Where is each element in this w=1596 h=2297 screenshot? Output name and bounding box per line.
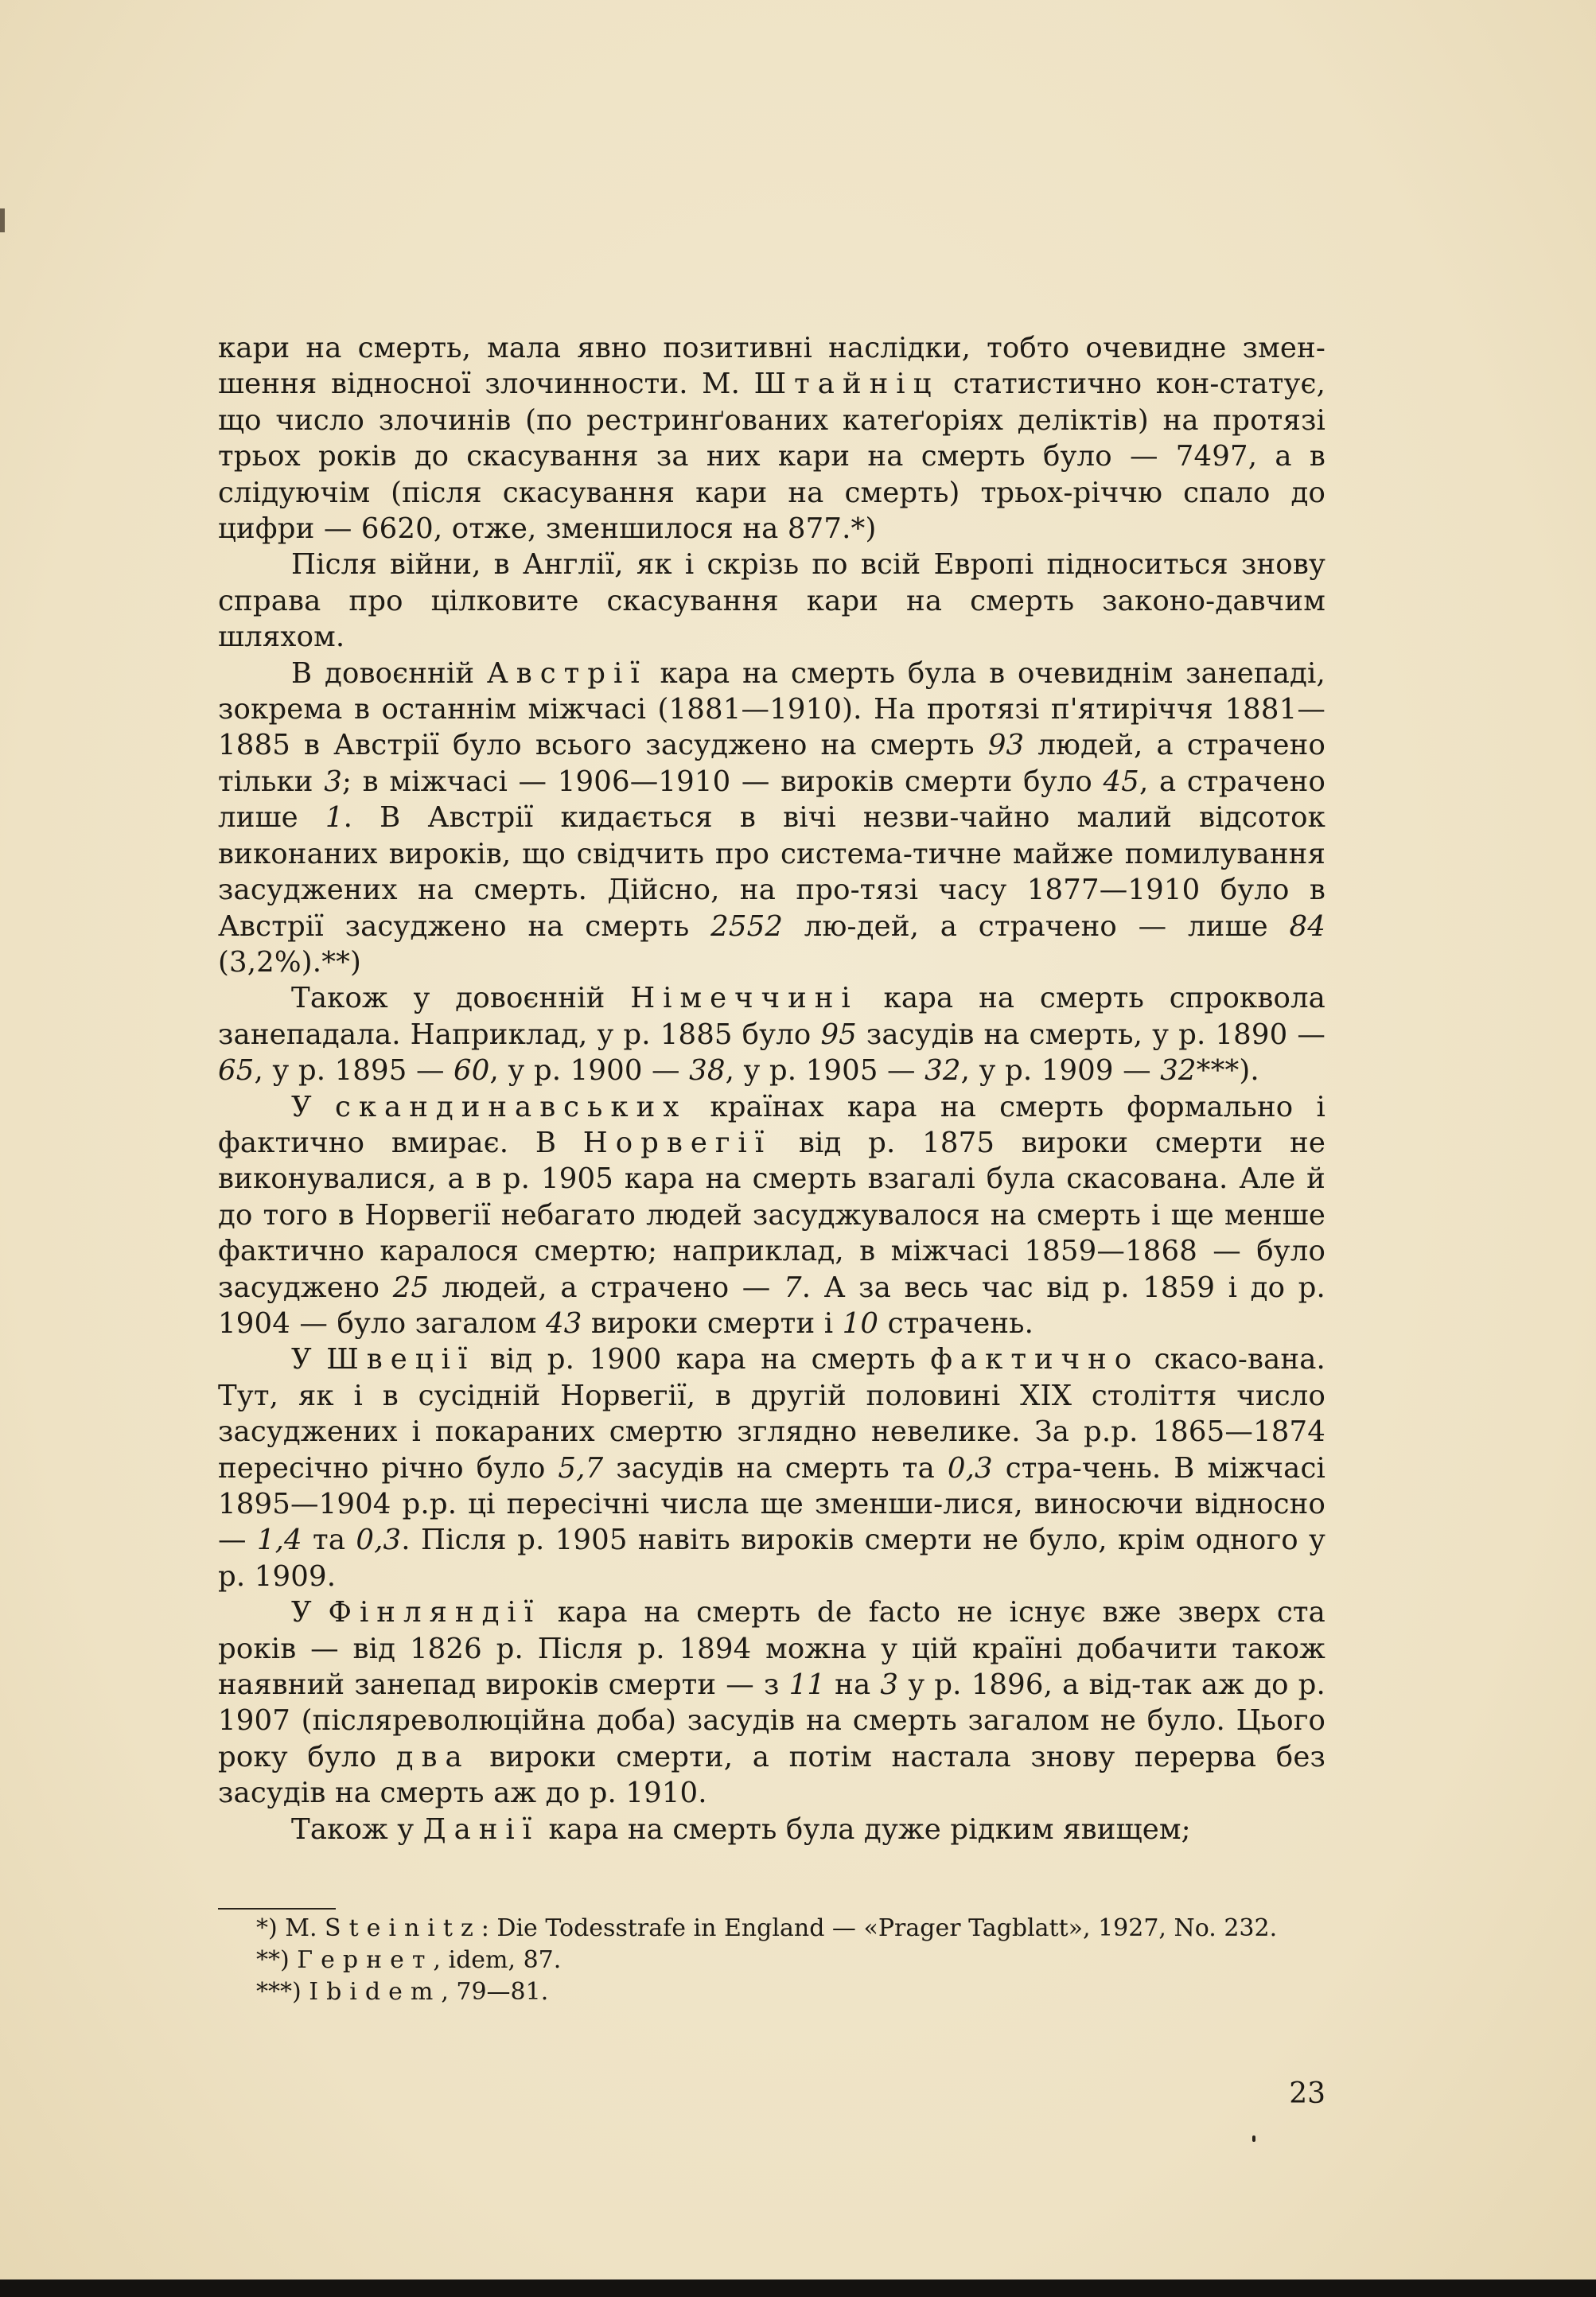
text-run: 0,3 <box>947 1451 993 1485</box>
text-run: 32 <box>925 1054 961 1088</box>
footnote-rule <box>218 1908 336 1910</box>
footnote-3-text: , 79—81. <box>441 1978 549 2006</box>
text-run: кара на смерть була в очевиднім занепаді, зокрема в останнім міжчасі (1881—1910). На протязі п'ятиріччя 1881—1885 в Австрії було всього засуджено на смерть <box>218 656 1325 762</box>
footnote-3 <box>218 1976 1325 2008</box>
text-run: стра-чень. В міжчасі 1895—1904 р.р. ці пересічні числа ще зменши-лися, виносючи відносно — <box>218 1451 1325 1557</box>
text-run: ; в міжчасі — 1906—1910 — вироків смерти було <box>341 765 1104 798</box>
text-run: Австрії <box>486 656 648 690</box>
text-run: вироки смерти і <box>582 1306 843 1340</box>
text-run: У <box>291 1596 329 1629</box>
text-run: кари на смерть, мала явно позитивні наслідки, тобто очевидне змен-шення відносної злочинности. М. <box>218 332 1325 401</box>
footnote-1-mark: *) M. <box>256 1914 325 1942</box>
text-run: 3 <box>324 765 342 798</box>
footnote-3-author: Ibidem <box>309 1978 442 2006</box>
text-run: . В Австрії кидається в вічі незви-чайно малий відсоток виконаних вироків, що свідчить про системa-тичне майже помилування засуджених на смерть. Дійсно, на про-тязі часу 1877—1910 було в Австрії засуджено на смерть <box>218 801 1325 943</box>
paragraph-8 <box>218 1812 1325 1847</box>
text-run: страчень. <box>878 1306 1034 1340</box>
text-run: від р. 1900 кара на смерть <box>475 1343 931 1376</box>
text-run: 65 <box>218 1054 255 1088</box>
footnote-2-author: Гернет <box>297 1946 434 1974</box>
text-run: у р. 1896, а від-так аж до р. 1907 (післяреволюційна доба) засудів на смерть загалом не було. Цього року було <box>218 1668 1325 1773</box>
text-run: засудів на смерть, у р. 1890 — <box>856 1018 1325 1051</box>
text-run: Фінляндії <box>328 1596 542 1629</box>
page-number: 23 <box>1289 2077 1325 2110</box>
text-run: скандинавських <box>334 1090 687 1123</box>
text-run: 84 <box>1289 909 1325 943</box>
text-run: 11 <box>788 1668 826 1702</box>
text-run: 5,7 <box>558 1451 604 1485</box>
paragraph-3 <box>218 656 1325 981</box>
footnote-2-text: , idem, 87. <box>433 1946 562 1974</box>
text-run: на <box>825 1668 881 1702</box>
text-run: ***). <box>1196 1054 1259 1088</box>
text-run: 7 <box>783 1271 802 1304</box>
text-run: Також у <box>291 1812 423 1846</box>
footnote-1 <box>218 1913 1325 1945</box>
text-run: 1 <box>325 801 344 835</box>
text-run: засудів на смерть та <box>603 1451 948 1485</box>
text-run: Після війни, в Англії, як і скрізь по всій Европі підноситься знову справа про цілковите скасування кари на смерть законо-давчим шляхом. <box>218 548 1325 654</box>
paragraph-5 <box>218 1089 1325 1342</box>
text-run: статистично кон-статує, що число злочинів (по рестринґованих катеґоріях деліктів) на протязі трьох років до скасування за них кари на смерть було — 7497, а в слідуючім (після скасування кари на смерть) трьох-річчю спало до цифри — 6620, отже, зменшилося на 877.*) <box>218 368 1326 546</box>
text-run: Німеччині <box>630 982 858 1015</box>
ink-speck <box>1252 2135 1255 2142</box>
text-run: Швеції <box>326 1343 476 1376</box>
page-edge-mark <box>0 208 5 232</box>
text-run: 45 <box>1103 765 1139 798</box>
footnote-3-mark: ***) <box>256 1978 309 2006</box>
text-run: 25 <box>392 1271 430 1304</box>
text-run: У <box>291 1090 335 1123</box>
text-run: та <box>302 1524 356 1557</box>
footnote-1-author: Steinitz <box>325 1914 481 1942</box>
text-run: кара на смерть була дуже рідким явищем; <box>539 1812 1191 1846</box>
text-run: 1,4 <box>256 1524 302 1557</box>
text-run: Також у довоєнній <box>291 982 631 1015</box>
text-run: . А за весь час від р. 1859 і до р. 1904 — було загалом <box>218 1271 1325 1340</box>
text-run: , у р. 1900 — <box>489 1054 690 1088</box>
text-run: 43 <box>546 1306 582 1340</box>
text-run: фактично <box>930 1343 1140 1376</box>
paragraph-4 <box>218 980 1325 1088</box>
text-run: , у р. 1909 — <box>960 1054 1161 1088</box>
text-run: вироки смерти, а потім настала знову перерва без засудів на смерть аж до р. 1910. <box>218 1740 1325 1810</box>
scan-edge <box>0 2279 1596 2297</box>
text-run: два <box>395 1740 470 1773</box>
text-run: лю-дей, а страчено — лише <box>783 909 1290 943</box>
text-run: Данії <box>422 1812 540 1846</box>
text-run: , а страчено лише <box>218 765 1325 835</box>
text-run: кара на смерть de facto не існує вже зверх ста років — від 1826 р. Після р. 1894 можна у цій країні добачити також наявний занепад вироків смерти — з <box>218 1596 1325 1702</box>
text-run: кара на смерть спроквола занепадала. Наприклад, у р. 1885 було <box>218 982 1325 1051</box>
paragraph-2 <box>218 547 1325 655</box>
text-run: 3 <box>880 1668 899 1702</box>
text-run: скасо-вана. Тут, як і в сусідній Норвегії, в другій половині XIX століття число засуджених і покараних смертю зглядно невелике. За р.р. 1865—1874 пересічно річно було <box>218 1343 1325 1485</box>
text-run: . Після р. 1905 навіть вироків смерти не було, крім одного у р. 1909. <box>218 1524 1325 1593</box>
text-run: 38 <box>689 1054 726 1088</box>
paragraph-7 <box>218 1594 1325 1811</box>
text-run: (3,2%).**) <box>218 945 362 979</box>
text-run: країнах кара на смерть формально і фактично вмирає. В <box>218 1090 1325 1159</box>
text-run: В довоєнній <box>291 656 487 690</box>
text-run: від р. 1875 вироки смерти не виконувалися, а в р. 1905 кара на смерть взагалі була скасована. Але й до того в Норвегії небагато людей засуджувалося на смерть і ще менше фактично каралося смертю; наприклад, в міжчасі 1859—1868 — було засуджено <box>218 1126 1325 1304</box>
text-run: людей, а страчено тільки <box>218 729 1325 798</box>
footnote-1-text: : Die Todesstrafe in England — «Prager Tagblatt», 1927, No. 232. <box>481 1914 1278 1942</box>
body-text <box>218 330 1325 1847</box>
text-run: , у р. 1895 — <box>254 1054 454 1088</box>
paragraph-1 <box>218 330 1325 547</box>
text-run: 93 <box>987 729 1025 762</box>
footnote-2-mark: **) <box>256 1946 298 1974</box>
text-run: , у р. 1905 — <box>725 1054 925 1088</box>
text-run: 60 <box>453 1054 490 1088</box>
footnotes <box>218 1913 1325 2008</box>
text-run: 95 <box>820 1018 857 1051</box>
footnote-2 <box>218 1945 1325 1976</box>
text-run: У <box>291 1343 327 1376</box>
text-run: 0,3 <box>356 1524 402 1557</box>
text-run: 2552 <box>710 909 784 943</box>
paragraph-6 <box>218 1341 1325 1594</box>
text-run: 32 <box>1160 1054 1197 1088</box>
text-run: людей, а страчено — <box>429 1271 784 1304</box>
text-run: Штайніц <box>753 368 940 401</box>
text-run: Норвегії <box>582 1126 773 1159</box>
text-run: 10 <box>842 1306 879 1340</box>
